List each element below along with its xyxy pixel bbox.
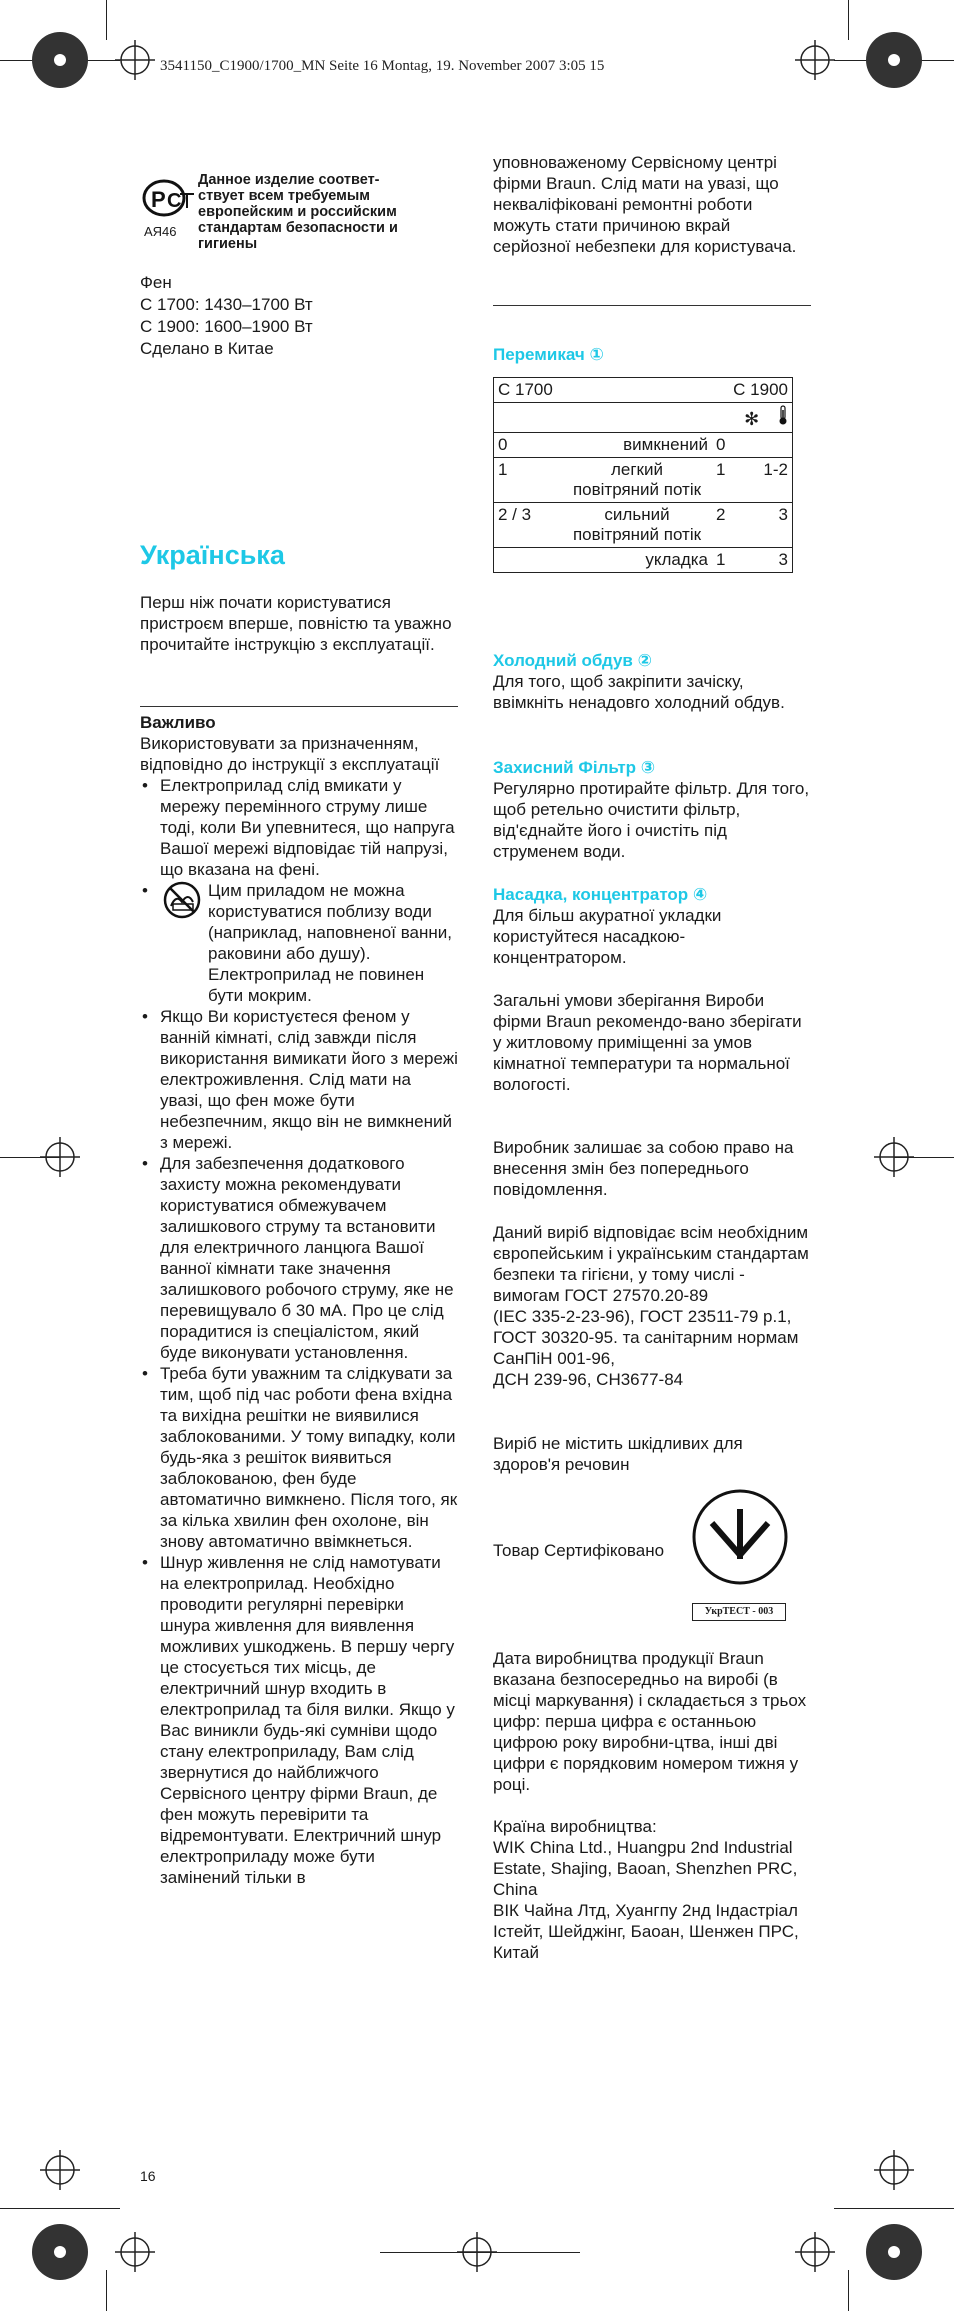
table-cell: легкий повітряний потік — [562, 458, 712, 503]
ukrtest-stamp: УкрТЕСТ - 003 — [692, 1603, 786, 1621]
print-header: 3541150_C1900/1700_MN Seite 16 Montag, 19. November 2007 3:05 15 — [160, 58, 605, 74]
spec-line: Фен — [140, 273, 172, 292]
table-cell: 1-2 — [748, 458, 793, 503]
table-cell: 2 / 3 — [494, 503, 563, 548]
language-title: Українська — [140, 540, 285, 570]
table-cell: 0 — [712, 433, 748, 458]
table-row — [494, 433, 793, 458]
no-water-icon — [160, 880, 208, 920]
divider — [493, 305, 811, 306]
cold-air-section — [493, 650, 811, 713]
table-cell: 0 — [494, 433, 563, 458]
cert-text: Данное изделие соответ- ствует всем требуемым европейским и российским стандартам безопасности и гигиены — [198, 172, 398, 252]
table-cell: 3 — [748, 548, 793, 573]
switch-title: Перемикач ① — [493, 345, 604, 364]
table-row — [494, 458, 793, 503]
svg-text:C: C — [167, 190, 182, 212]
table-cell: 1 — [494, 458, 563, 503]
nozzle-text: Для більш акуратної укладки користуйтеся насадкою-концентратором. — [493, 906, 722, 967]
cold-air-text: Для того, щоб закріпити зачіску, ввімкніть ненадовго холодний обдув. — [493, 672, 785, 712]
filter-title: Захисний Фільтр ③ — [493, 758, 656, 777]
list-item: • Шнур живлення не слід намотувати на електроприлад. Необхідно проводити регулярні перевірки шнура живлення для виявлення можливих ушкоджень. В першу чергу це стосується тих місць, де електричний шнур входить в електроприлад та біля вилки. Якщо у Вас виникли будь-які сумніви щодо стану електроприладу, Вам слід звернутися до найближчого Сервісного центру фірми Braun, де фен можуть перевірити та відремонтувати. Електричний шнур електроприладу може бути замінений тільки в — [142, 1553, 455, 1887]
service-continuation: уповноваженому Сервісному центрі фірми Braun. Слід мати на увазі, що некваліфіковані ремонтні роботи можуть стати причиною вкрай серйозної небезпеки для користувача. — [493, 153, 797, 256]
list-item: • Електроприлад слід вмикати у мережу перемінного струму лише тоді, коли Ви упевнитеся, що напруга Вашої мережі відповідає тій напрузі, що вказана на фені. — [142, 776, 455, 879]
important-section — [140, 712, 458, 1888]
safety-list — [140, 775, 458, 1888]
intro-text: Перш ніж почати користуватися пристроєм вперше, повністю та уважно прочитайте інструкцію з експлуатації. — [140, 593, 452, 654]
switch-table — [493, 377, 793, 573]
table-row — [494, 378, 793, 403]
list-item: • Для забезпечення додаткового захисту можна рекомендувати користуватися обмежувачем залишкового струму та встановити для електричного ланцюга Вашої ванної кімнати таке значення залишкового робочого струму, яке не перевищувало б 30 мА. Про це слід порадитися із спеціалістом, який буде виконувати установлення. — [142, 1154, 454, 1362]
table-cell: 1 — [712, 458, 748, 503]
divider — [140, 706, 458, 707]
cold-air-title: Холодний обдув ② — [493, 651, 652, 670]
certified-label: Товар Сертифіковано — [493, 1541, 665, 1560]
table-cell: укладка — [562, 548, 712, 573]
table-cell: 2 — [712, 503, 748, 548]
filter-text: Регулярно протирайте фільтр. Для того, щоб ретельно очистити фільтр, від'єднайте його і очистіть під струменем води. — [493, 779, 810, 861]
ukrainian-certification-mark — [690, 1487, 790, 1587]
table-cell — [748, 433, 793, 458]
product-spec — [140, 272, 458, 360]
list-item: • Цим приладом не можна користуватися поблизу води (наприклад, наповненої ванни, раковини або душу). Електроприлад не повинен бути мокрим. — [142, 881, 452, 1005]
table-row — [494, 548, 793, 573]
fan-icon: ✻ — [744, 409, 760, 429]
table-cell: 1 — [712, 548, 748, 573]
list-item: • Якщо Ви користуєтеся феном у ванній кімнаті, слід завжди після використання вимикати його з мережі електроживлення. Слід мати на увазі, що фен може бути небезпечним, якщо він не вимкнений з мережі. — [142, 1007, 458, 1152]
spec-line: C 1700: 1430–1700 Вт — [140, 295, 313, 314]
thermometer-icon — [778, 405, 788, 425]
filter-section — [493, 757, 811, 862]
svg-text:P: P — [151, 187, 166, 212]
country-text: Країна виробництва: WIK China Ltd., Huangpu 2nd Industrial Estate, Shajing, Baoan, Shenzhen PRC, China ВІК Чайна Лтд, Хуангпу 2нд Індастріал Істейт, Шейджінг, Баоан, Шенжен ПРС, Китай — [493, 1817, 799, 1962]
table-row — [494, 503, 793, 548]
storage-text: Загальні умови зберігання Вироби фірми Braun рекомендо-вано зберігати у житловому приміщенні за умов кімнатної температури та нормальної вологості. — [493, 991, 802, 1094]
important-lead: Використовувати за призначенням, відповідно до інструкції з експлуатації — [140, 734, 440, 774]
table-cell: вимкнений — [562, 433, 712, 458]
table-cell: сильний повітряний потік — [562, 503, 712, 548]
production-date-text: Дата виробництва продукції Braun вказана безпосередньо на виробі (в місці маркування) і складається з трьох цифр: перша цифра є останньою цифрою року виробни-цтва, інші дві цифри є порядковим номером тижня у році. — [493, 1649, 807, 1794]
standards-text: Даний виріб відповідає всім необхідним європейським і українським стандартам безпеки та гігієни, у тому числі - вимогам ГОСТ 27570.20-89 (IEC 335-2-23-96), ГОСТ 23511-79 р.1, ГОСТ 30320-95. та санітарним нормам СанПіН 001-96, ДСН 239-96, СН3677-84 — [493, 1223, 809, 1389]
table-head-right: C 1900 — [712, 378, 793, 403]
important-heading: Важливо — [140, 713, 216, 732]
page-number: 16 — [140, 2168, 156, 2184]
table-head-left: C 1700 — [494, 378, 713, 403]
manufacturer-rights-text: Виробник залишає за собою право на внесення змін без попереднього повідомлення. — [493, 1138, 794, 1199]
table-cell — [494, 548, 563, 573]
spec-line: Сделано в Китае — [140, 339, 274, 358]
nozzle-title: Насадка, концентратор ④ — [493, 885, 708, 904]
spec-line: C 1900: 1600–1900 Вт — [140, 317, 313, 336]
cert-logo-code: АЯ46 — [144, 224, 177, 239]
list-item: • Треба бути уважним та слідкувати за тим, щоб під час роботи фена вхідна та вихідна решітки не виявилися заблокованими. У тому випадку, коли будь-яка з решіток виявиться заблокованою, фен буде автоматично вимкнено. Після того, як за кілька хвилин фен охолоне, він знову автоматично ввімкнеться. — [142, 1364, 458, 1551]
table-row — [494, 403, 793, 433]
nozzle-section — [493, 884, 811, 968]
table-cell: 3 — [748, 503, 793, 548]
safe-text: Виріб не містить шкідливих для здоров'я речовин — [493, 1434, 743, 1474]
